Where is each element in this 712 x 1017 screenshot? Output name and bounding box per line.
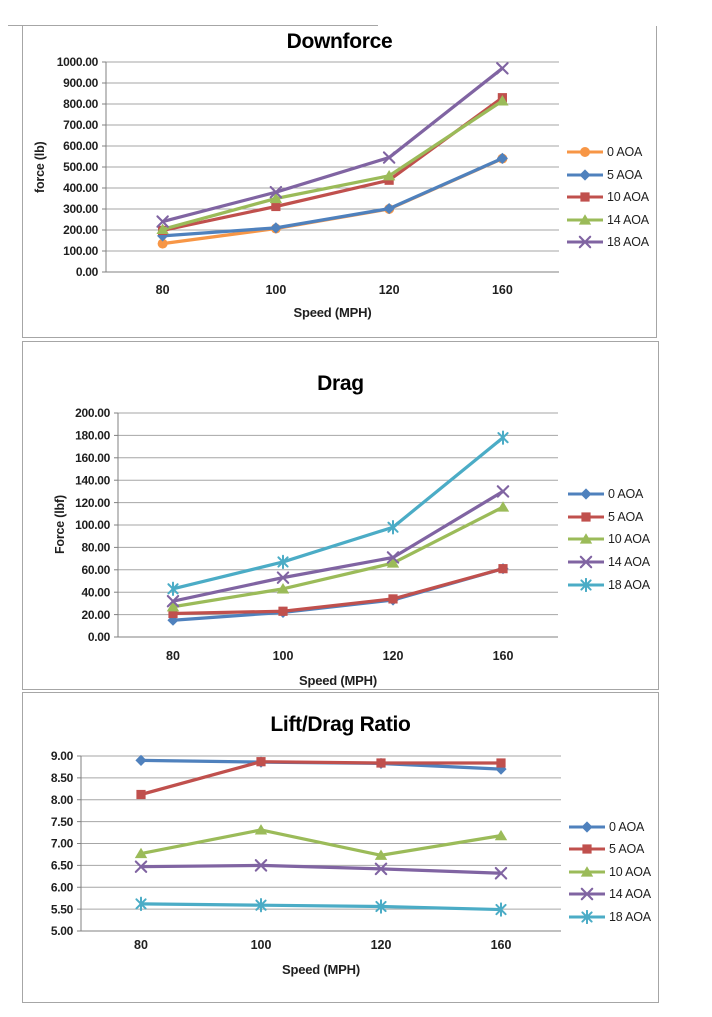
legend-item-0-aoa — [567, 487, 650, 501]
marker-x — [498, 486, 508, 496]
series-0-aoa — [135, 755, 506, 775]
legend-label: 14 AOA — [608, 555, 650, 570]
legend-item-14-aoa — [566, 213, 649, 227]
series-18-aoa — [157, 63, 507, 227]
y-tick-label: 900.00 — [63, 76, 98, 91]
marker-square — [498, 564, 507, 573]
marker-square — [581, 512, 590, 521]
legend-label: 14 AOA — [609, 887, 651, 902]
legend-item-18-aoa — [566, 235, 649, 249]
y-tick-label: 9.00 — [50, 749, 73, 764]
y-tick-label: 500.00 — [63, 160, 98, 175]
legend-label: 5 AOA — [609, 842, 645, 857]
marker-square — [496, 758, 505, 767]
marker-square — [256, 757, 265, 766]
y-tick-label: 120.00 — [75, 495, 110, 510]
series-line — [163, 101, 503, 230]
x-tick-label: 100 — [272, 649, 294, 663]
marker-diamond — [497, 153, 508, 164]
y-tick-label: 7.50 — [50, 814, 73, 829]
y-tick-label: 400.00 — [63, 181, 98, 196]
y-tick-label: 80.00 — [81, 540, 110, 555]
marker-diamond — [270, 222, 281, 233]
legend-marker-square — [567, 510, 605, 524]
marker-diamond — [580, 488, 591, 499]
legend-label: 10 AOA — [609, 864, 651, 879]
marker-square — [136, 790, 145, 799]
legend-marker-asterisk — [568, 910, 606, 924]
series-5-aoa — [157, 153, 508, 242]
series-line — [141, 830, 501, 855]
y-tick-label: 600.00 — [63, 139, 98, 154]
marker-square — [582, 845, 591, 854]
y-tick-label: 300.00 — [63, 202, 98, 217]
legend-item-10-aoa — [566, 190, 649, 204]
legend-marker-x — [568, 887, 606, 901]
series-10-aoa — [158, 93, 507, 235]
y-tick-label: 140.00 — [75, 473, 110, 488]
legend-marker-diamond — [568, 820, 606, 834]
x-tick-label: 160 — [490, 938, 512, 952]
y-tick-label: 5.50 — [50, 902, 73, 917]
series-line — [141, 865, 501, 873]
legend-label: 0 AOA — [607, 145, 643, 159]
x-tick-label: 120 — [382, 649, 404, 663]
x-tick-labels — [134, 938, 511, 952]
marker-square — [271, 202, 280, 211]
legend-label: 0 AOA — [608, 487, 644, 501]
legend-label: 10 AOA — [607, 190, 649, 205]
marker-square — [388, 594, 397, 603]
x-tick-label: 120 — [378, 283, 400, 297]
y-tick-label: 700.00 — [63, 118, 98, 133]
legend-marker-asterisk — [567, 578, 605, 592]
marker-diamond — [579, 169, 590, 180]
x-tick-label: 160 — [491, 283, 513, 297]
y-tick-label: 1000.00 — [56, 55, 98, 70]
x-tick-labels — [156, 283, 513, 297]
y-tick-label: 100.00 — [63, 244, 98, 259]
chart-title: Lift/Drag Ratio — [270, 713, 411, 736]
y-tick-label: 6.50 — [50, 858, 73, 873]
legend-marker-triangle — [568, 865, 606, 879]
y-tick-label: 8.50 — [50, 771, 73, 786]
marker-circle — [580, 147, 590, 157]
y-tick-label: 200.00 — [63, 223, 98, 238]
legend-item-18-aoa — [568, 910, 651, 924]
chart-title: Drag — [317, 372, 364, 395]
legend-item-14-aoa — [567, 555, 650, 569]
lift-drag-ratio-chart[interactable] — [22, 692, 659, 1003]
legend-label: 18 AOA — [607, 235, 649, 250]
y-tick-label: 160.00 — [75, 451, 110, 465]
y-axis-title: force (lb) — [33, 141, 47, 193]
marker-square — [376, 758, 385, 767]
lift-drag-ratio-plot-svg — [23, 693, 658, 1002]
x-tick-label: 100 — [250, 938, 272, 952]
marker-diamond — [384, 203, 395, 214]
legend-item-5-aoa — [568, 842, 651, 856]
legend-item-14-aoa — [568, 887, 651, 901]
legend-marker-triangle — [567, 532, 605, 546]
legend-marker-square — [566, 190, 604, 204]
y-tick-label: 6.00 — [50, 880, 73, 895]
legend-item-0-aoa — [566, 145, 649, 159]
legend-label: 18 AOA — [609, 909, 651, 924]
legend-item-5-aoa — [566, 168, 649, 182]
legend-label: 5 AOA — [607, 167, 643, 182]
series-14-aoa — [136, 860, 506, 878]
marker-square — [278, 607, 287, 616]
legend-marker-square — [568, 842, 606, 856]
series-18-aoa — [136, 898, 505, 916]
series-18-aoa — [168, 431, 507, 595]
legend-marker-x — [566, 235, 604, 249]
y-tick-label: 20.00 — [81, 607, 110, 622]
series-line — [163, 158, 503, 235]
y-tick-label: 5.00 — [50, 924, 73, 939]
x-tick-label: 100 — [265, 283, 287, 297]
legend-marker-diamond — [567, 487, 605, 501]
y-tick-label: 200.00 — [75, 406, 110, 421]
marker-square — [580, 193, 589, 202]
series-line — [163, 68, 503, 221]
x-axis-title: Speed (MPH) — [299, 673, 377, 688]
legend-marker-diamond — [566, 168, 604, 182]
x-tick-label: 80 — [155, 283, 170, 297]
x-tick-labels — [166, 649, 513, 663]
series-14-aoa — [156, 95, 508, 234]
legend-marker-triangle — [566, 213, 604, 227]
y-tick-label: 7.00 — [50, 836, 73, 851]
marker-asterisk — [498, 431, 507, 443]
downforce-plot-svg — [23, 26, 656, 337]
downforce-chart[interactable] — [22, 26, 657, 338]
x-tick-label: 80 — [134, 938, 148, 952]
y-axis-title: Force (lbf) — [53, 495, 67, 555]
series-0-aoa — [158, 154, 508, 249]
legend-label: 14 AOA — [607, 212, 649, 227]
y-tick-label: 8.00 — [50, 792, 73, 807]
series-line — [163, 98, 503, 231]
legend-label: 0 AOA — [609, 820, 645, 834]
legend — [568, 820, 651, 924]
legend-label: 10 AOA — [608, 532, 650, 547]
legend — [566, 145, 649, 249]
chart-title: Downforce — [286, 30, 393, 53]
y-tick-label: 0.00 — [75, 265, 98, 280]
legend-marker-x — [567, 555, 605, 569]
legend-item-5-aoa — [567, 510, 650, 524]
marker-diamond — [581, 821, 592, 832]
legend-item-18-aoa — [567, 578, 650, 592]
y-tick-label: 180.00 — [75, 428, 110, 443]
y-tick-label: 0.00 — [87, 630, 110, 645]
x-tick-label: 120 — [370, 938, 392, 952]
y-tick-label: 40.00 — [81, 585, 110, 600]
x-tick-label: 80 — [166, 649, 180, 663]
y-tick-label: 100.00 — [75, 518, 110, 533]
legend-item-10-aoa — [568, 865, 651, 879]
marker-x — [497, 63, 507, 73]
legend-label: 18 AOA — [608, 577, 650, 592]
x-axis-title: Speed (MPH) — [293, 305, 372, 320]
series-10-aoa — [135, 824, 507, 860]
y-tick-label: 60.00 — [81, 563, 110, 577]
legend-item-10-aoa — [567, 532, 650, 546]
drag-chart[interactable] — [22, 341, 659, 690]
legend-item-0-aoa — [568, 820, 651, 834]
y-tick-label: 800.00 — [63, 97, 98, 112]
series-0-aoa — [167, 563, 508, 626]
legend-marker-circle — [566, 145, 604, 159]
x-axis-title: Speed (MPH) — [282, 962, 360, 977]
legend — [567, 487, 650, 592]
x-tick-label: 160 — [492, 649, 514, 663]
legend-label: 5 AOA — [608, 509, 644, 524]
